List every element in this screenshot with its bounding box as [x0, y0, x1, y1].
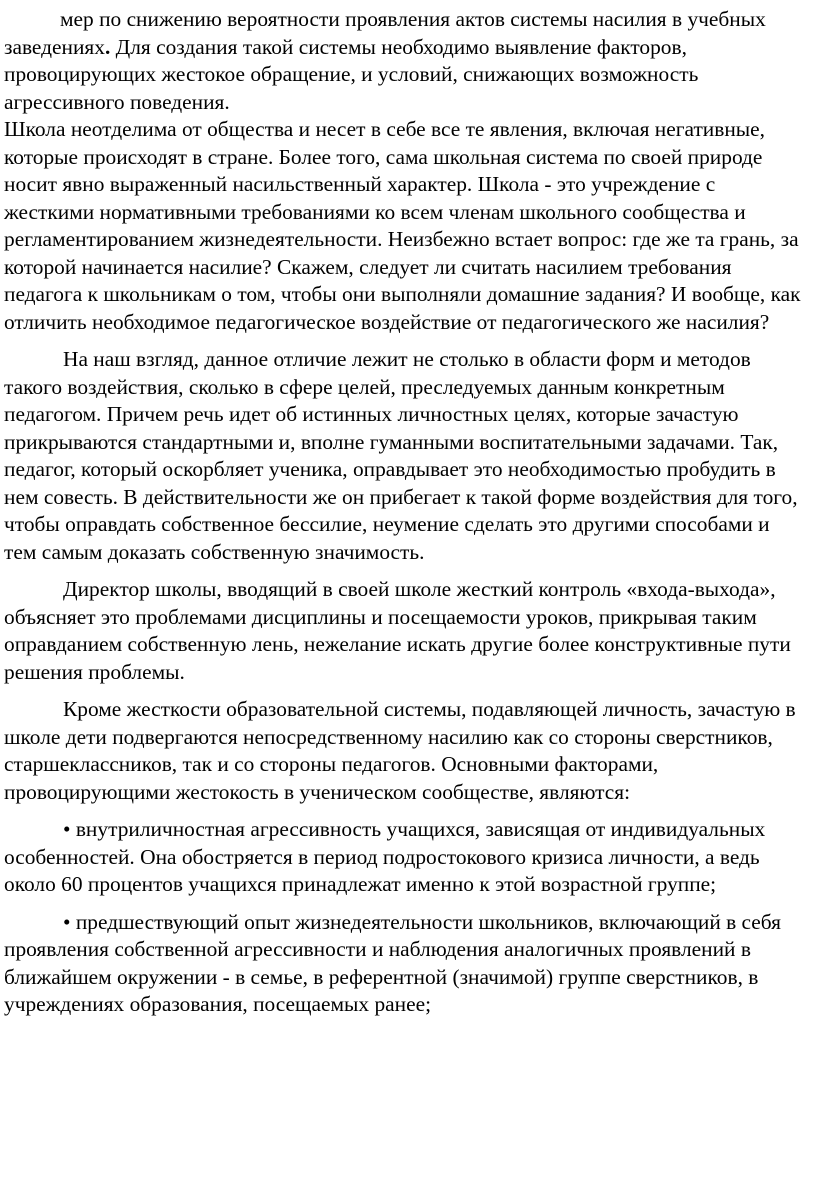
paragraph-continuation: [4, 6, 802, 116]
bullet-item: • внутриличностная агрессивность учащихся, зависящая от индивидуальных особенностей. Она обостряется в период подростокового кризиса личности, а ведь около 60 процентов учащихся принадлежат именно к этой возрастной группе;: [4, 817, 766, 896]
paragraph: На наш взгляд, данное отличие лежит не столько в области форм и методов такого воздействия, сколько в сфере целей, преследуемых данным конкретным педагогом. Причем речь идет об истинных личностных целях, которые зачастую прикрываются стандартными и, вполне гуманными воспитательными задачами. Так, педагог, который оскорбляет ученика, оправдывает это необходимостью пробудить в нем совесть. В действительности же он прибегает к такой форме воздействия для того, чтобы оправдать собственное бессилие, неумение сделать это другими способами и тем самым доказать собственную значимость.: [4, 347, 798, 564]
paragraph-text: Для создания такой системы необходимо выявление факторов, провоцирующих жестокое обращение, и условий, снижающих возможность агрессивного поведения.: [4, 34, 699, 114]
paragraph: Директор школы, вводящий в своей школе жесткий контроль «входа-выхода», объясняет это проблемами дисциплины и посещаемости уроков, прикрывая таким оправданием собственную лень, нежелание искать другие более конструктивные пути решения проблемы.: [4, 577, 791, 684]
paragraph-text: мер по снижению вероятности проявления актов системы насилия в учебных заведениях: [4, 7, 766, 59]
bold-period: .: [104, 34, 111, 59]
paragraph: Школа неотделима от общества и несет в себе все те явления, включая негативные, которые происходят в стране. Более того, сама школьная система по своей природе носит явно выраженный насильственный характер. Школа - это учреждение с жесткими нормативными требованиями ко всем членам школьного сообщества и регламентированием жизнедеятельности. Неизбежно встает вопрос: где же та грань, за которой начинается насилие? Скажем, следует ли считать насилием требования педагога к школьникам о том, чтобы они выполняли домашние задания? И вообще, как отличить необходимое педагогическое воздействие от педагогического же насилия?: [4, 117, 801, 334]
bullet-item: • предшествующий опыт жизнедеятельности школьников, включающий в себя проявления собственной агрессивности и наблюдения аналогичных проявлений в ближайшем окружении - в семье, в референтной (значимой) группе сверстников, в учреждениях образования, посещаемых ранее;: [4, 909, 781, 1016]
paragraph: Кроме жесткости образовательной системы, подавляющей личность, зачастую в школе дети подвергаются непосредственному насилию как со стороны сверстников, старшеклассников, так и со стороны педагогов. Основными факторами, провоцирующими жестокость в ученическом сообществе, являются:: [4, 697, 796, 804]
